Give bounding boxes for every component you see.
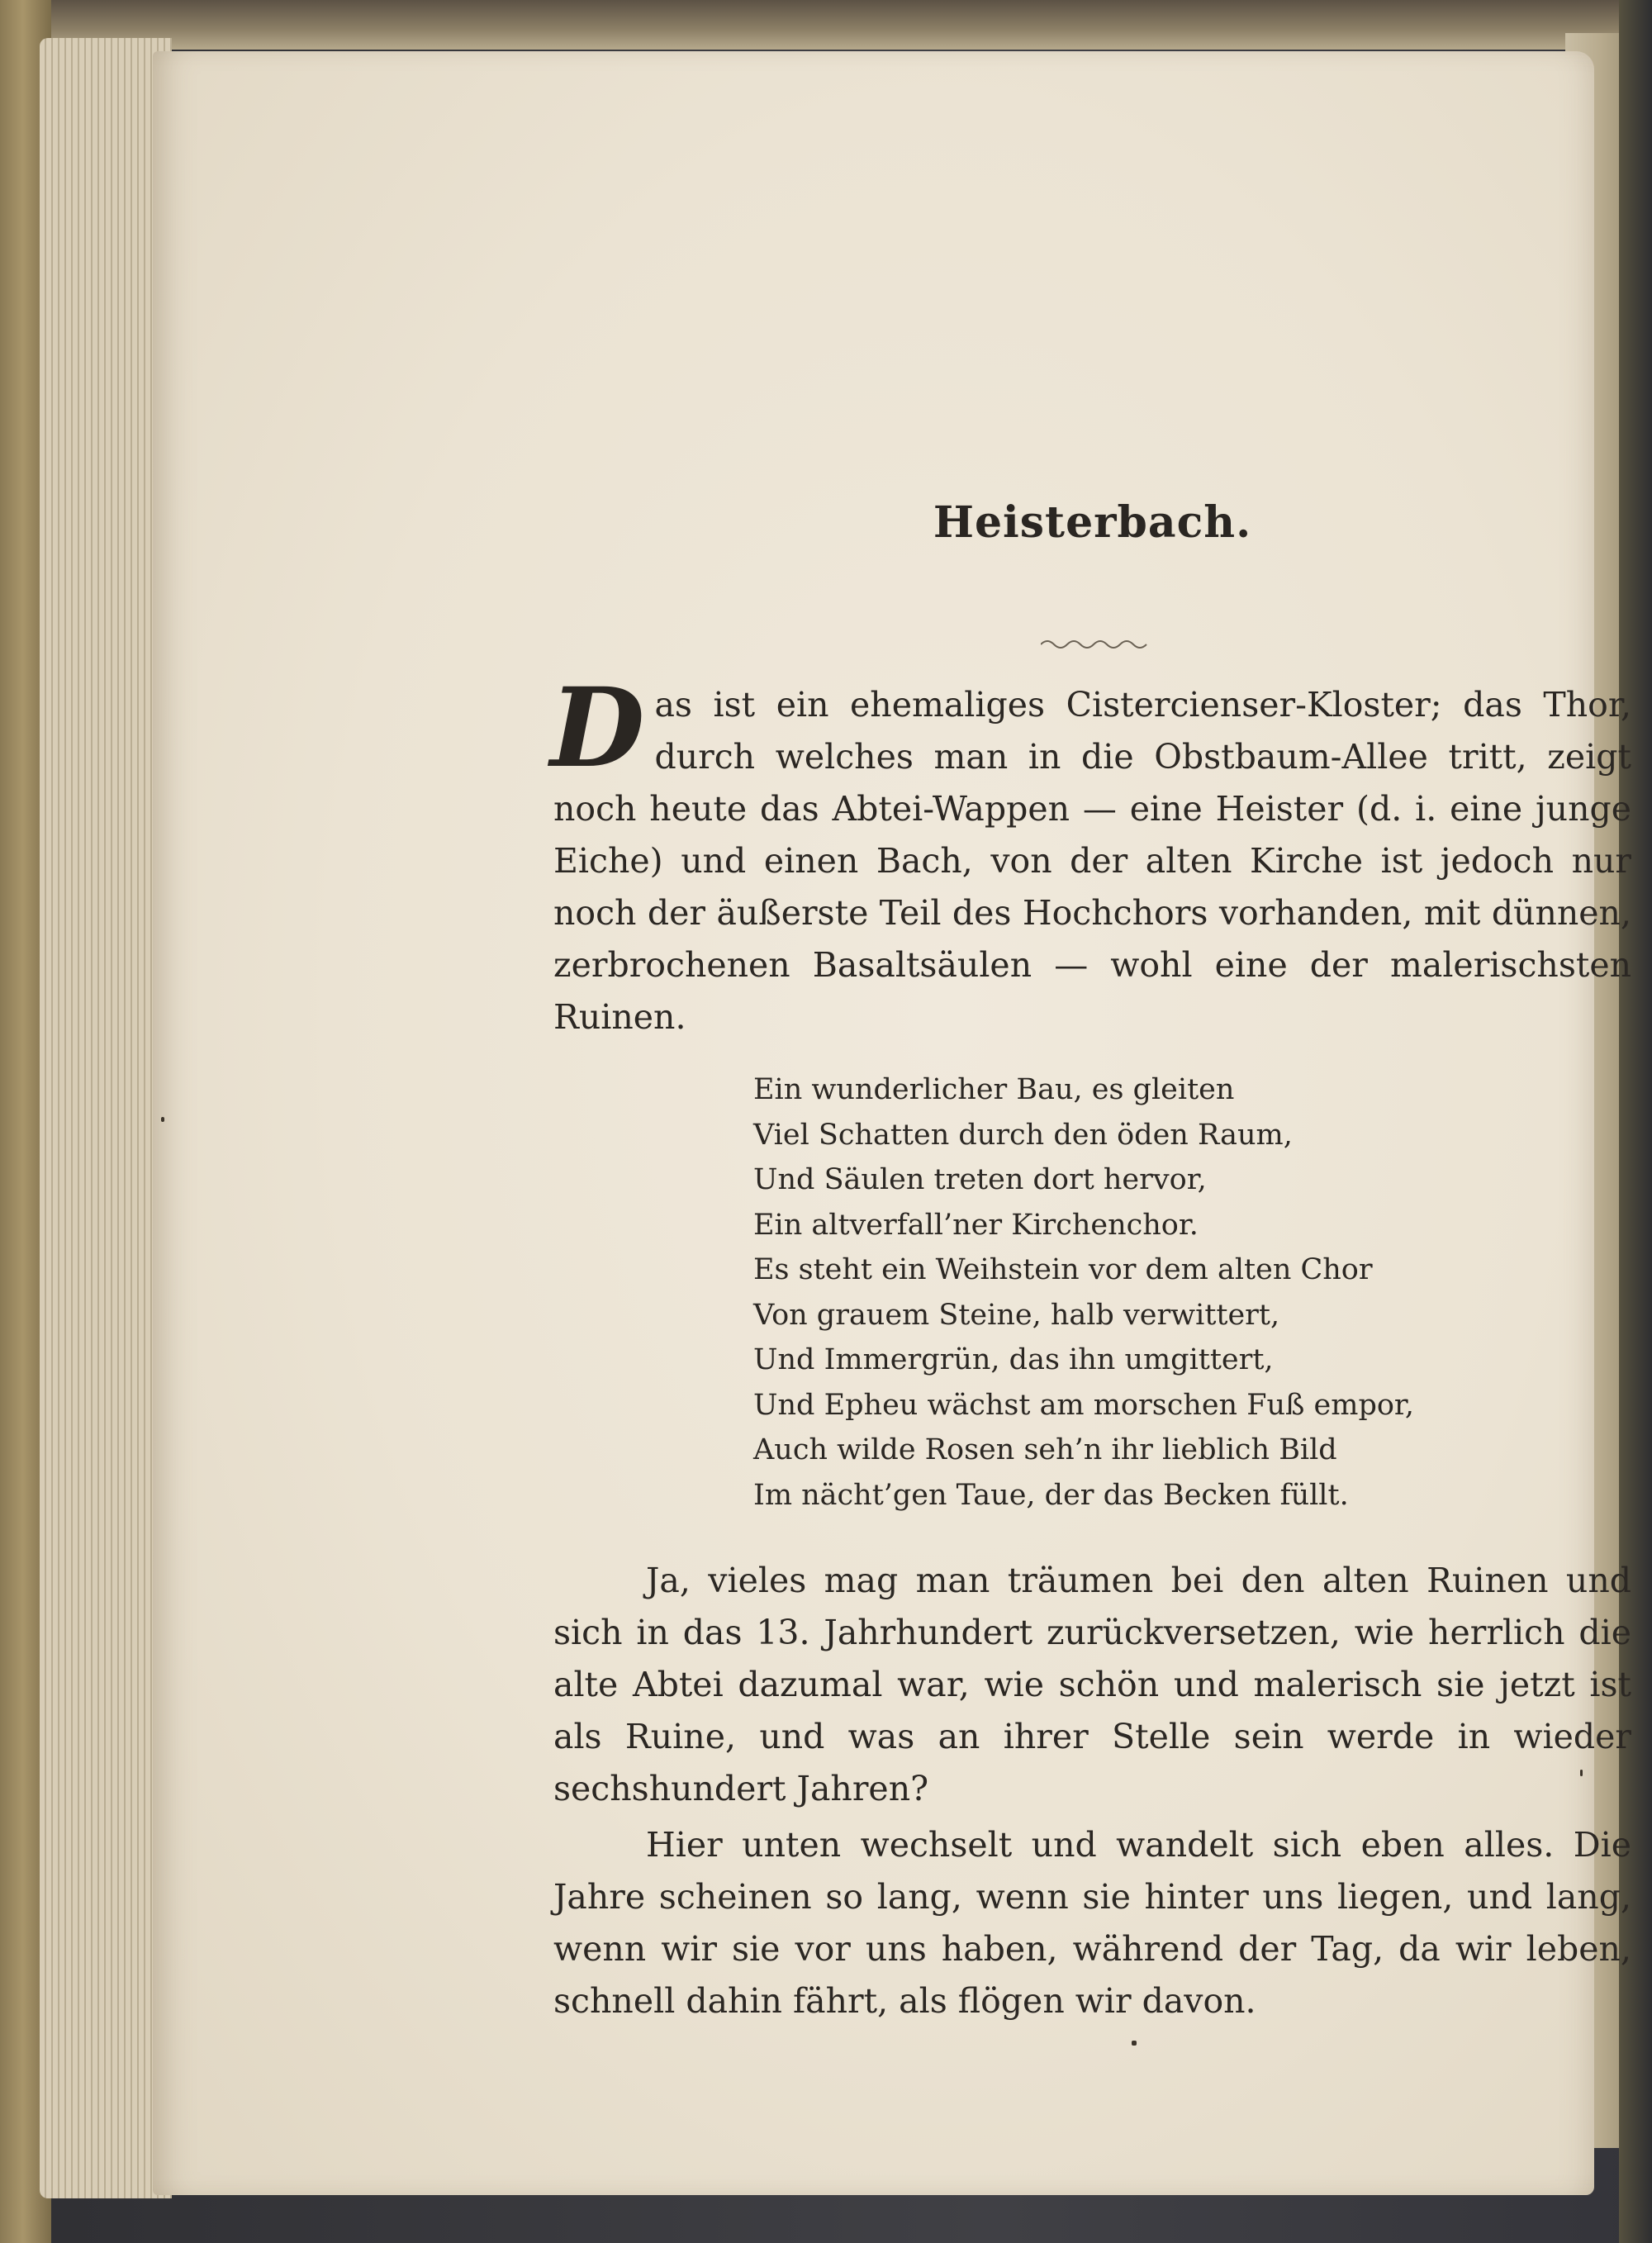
paragraph-2: Ja, vieles mag man träumen bei den alten Ruinen und sich in das 13. Jahrhundert zurückversetzen, wie herrlich die alte Abtei dazumal war, wie schön und malerisch sie jetzt ist als Ruine, und was an ihrer Stelle sein werde in wieder sechshundert Jahren?	[553, 1561, 1631, 1808]
paragraph-1	[550, 664, 1631, 1043]
paragraph-1-text: as ist ein ehemaliges Cistercienser-Kloster; das Thor, durch welches man in die Obstbaum-Allee tritt, zeigt noch heute das Abtei-Wappen — eine Heister (d. i. eine junge Eiche) und einen Bach, von der alten Kirche ist jedoch nur noch der äußerste Teil des Hochchors vorhanden, mit dünnen, zerbrochenen Basaltsäulen — wohl eine der malerischsten Ruinen.	[553, 685, 1631, 1037]
verse-block	[753, 1067, 1497, 1518]
verse-line: Und Epheu wächst am morschen Fuß empor,	[753, 1388, 1414, 1422]
paper-speck	[1132, 2041, 1137, 2046]
book-page	[153, 51, 1631, 2195]
page-stack-edges	[40, 38, 172, 2198]
drop-cap: D	[550, 664, 645, 792]
chapter-title: Heisterbach.	[933, 497, 1252, 548]
wave-ornament-icon	[1041, 636, 1148, 651]
verse-line: Und Säulen treten dort hervor,	[753, 1163, 1207, 1196]
verse-line: Und Immergrün, das ihn umgittert,	[753, 1343, 1274, 1376]
verse-line: Viel Schatten durch den öden Raum,	[753, 1118, 1293, 1152]
paper-speck	[161, 1117, 164, 1122]
verse-line: Auch wilde Rosen seh’n ihr lieblich Bild	[753, 1433, 1337, 1466]
verse-line: Im nächt’gen Taue, der das Becken füllt.	[753, 1478, 1349, 1512]
paper-speck	[1580, 1770, 1583, 1776]
verse-line: Ein altverfall’ner Kirchenchor.	[753, 1208, 1199, 1242]
verse-line: Von grauem Steine, halb verwittert,	[753, 1298, 1280, 1332]
paragraph-3: Hier unten wechselt und wandelt sich eben alles. Die Jahre scheinen so lang, wenn sie hinter uns liegen, und lang, wenn wir sie vor uns haben, während der Tag, da wir leben, schnell dahin fährt, als flögen wir davon.	[553, 1825, 1631, 2021]
verse-line: Ein wunderlicher Bau, es gleiten	[753, 1073, 1235, 1106]
verse-line: Es steht ein Weihstein vor dem alten Chor	[753, 1253, 1373, 1286]
book-top-edge	[0, 0, 1652, 50]
